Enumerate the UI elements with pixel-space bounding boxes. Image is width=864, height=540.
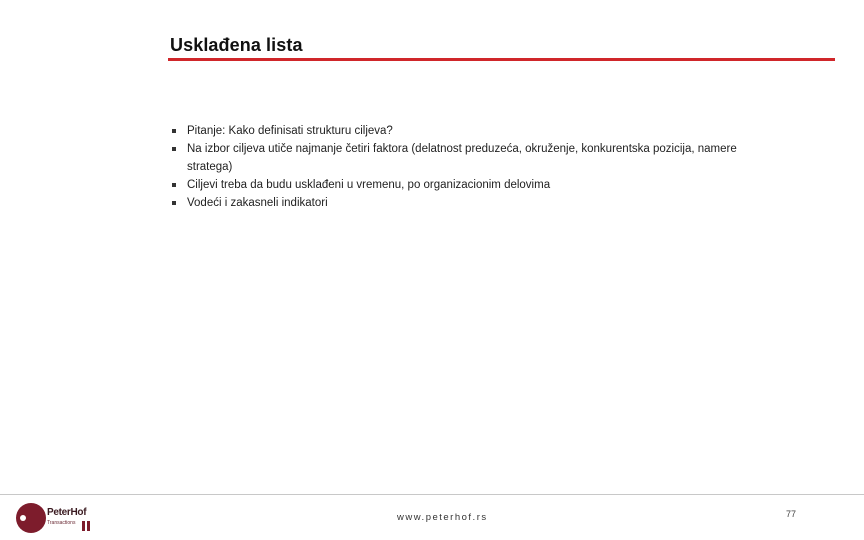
page-number: 77	[786, 509, 797, 519]
title-underline	[168, 58, 835, 61]
bullet-marker-icon	[172, 147, 176, 151]
bullet-marker-icon	[172, 201, 176, 205]
logo-circle-icon	[16, 503, 46, 533]
bullet-marker-icon	[172, 183, 176, 187]
bullet-text: Pitanje: Kako definisati strukturu ciljeva?	[187, 125, 393, 137]
bullet-text: Na izbor ciljeva utiče najmanje četiri faktora (delatnost preduzeća, okruženje, konkurentska pozicija, namere	[187, 143, 737, 155]
footer-divider	[0, 494, 864, 495]
bullet-item	[172, 194, 812, 212]
slide-title: Usklađena lista	[170, 35, 303, 55]
bullet-text-continuation: stratega)	[187, 161, 233, 173]
company-logo	[16, 503, 126, 533]
logo-bars-icon	[82, 518, 92, 536]
logo-dot-icon	[20, 515, 26, 521]
logo-subtitle: Transactions	[47, 520, 76, 526]
bullet-text: Vodeći i zakasneli indikatori	[187, 197, 328, 209]
bullet-list	[172, 122, 812, 212]
bullet-marker-icon	[172, 129, 176, 133]
bullet-item	[172, 140, 812, 176]
bullet-item	[172, 176, 812, 194]
logo-name: PeterHof	[47, 507, 87, 518]
footer-url: www.peterhof.rs	[397, 512, 488, 523]
bullet-text: Ciljevi treba da budu usklađeni u vremenu, po organizacionim delovima	[187, 179, 551, 191]
bullet-item	[172, 122, 812, 140]
